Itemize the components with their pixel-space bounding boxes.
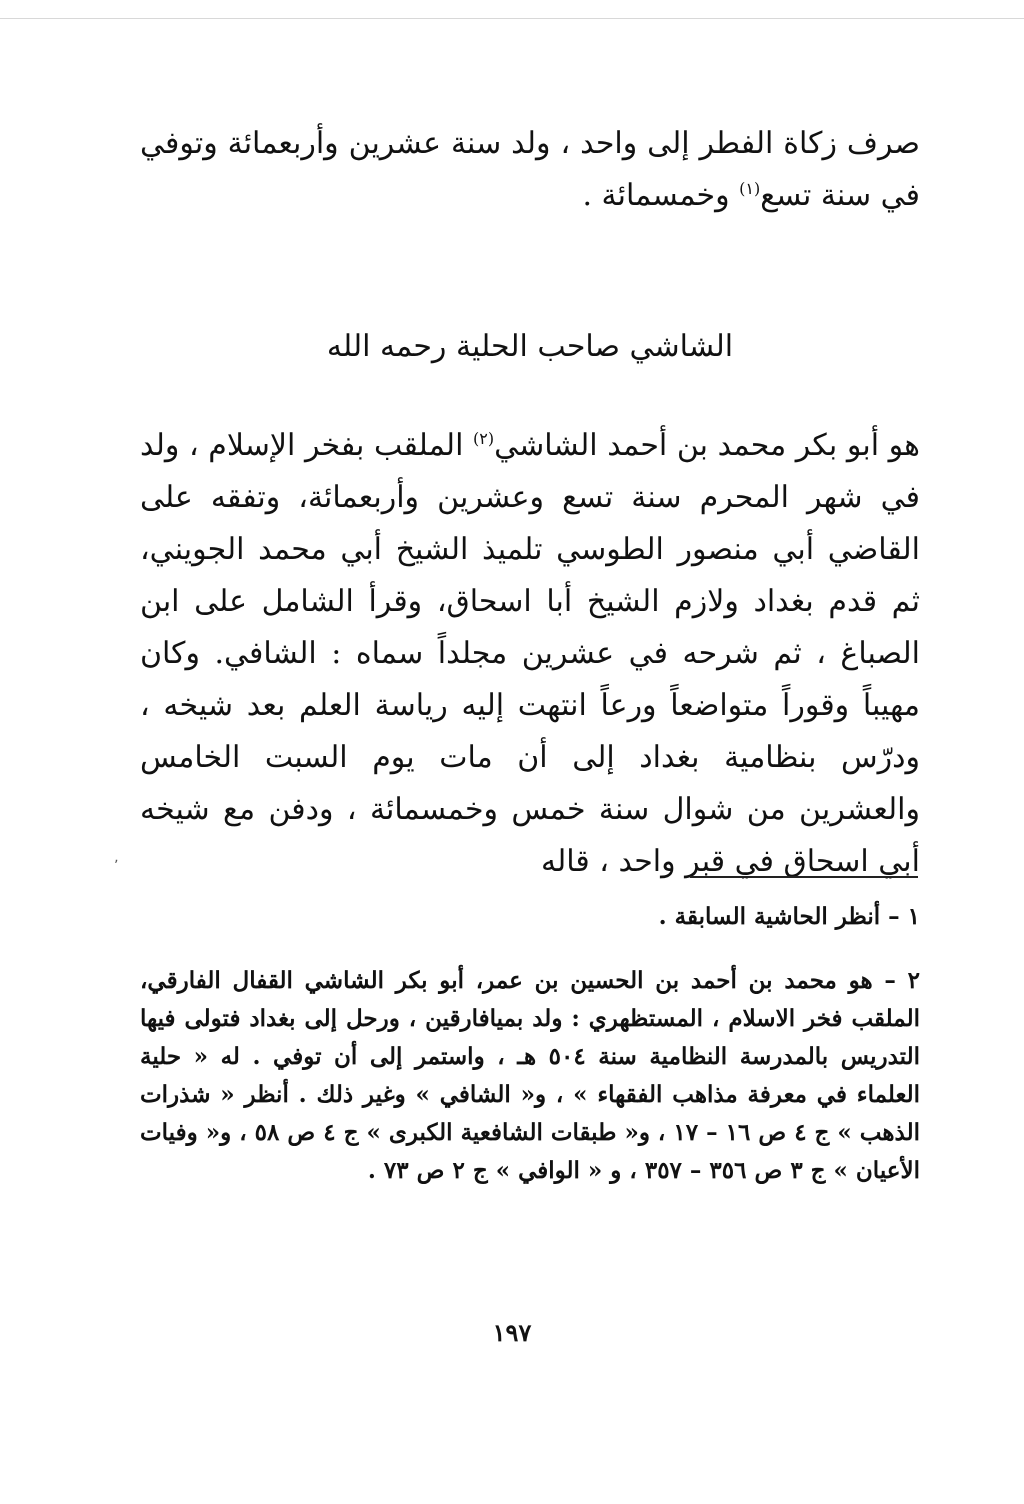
- footnotes: [140, 898, 920, 1190]
- intro-text-end: وخمسمائة .: [582, 178, 740, 213]
- footnote-ref-2: (٢): [473, 429, 495, 448]
- section-title: الشاشي صاحب الحلية رحمه الله: [326, 329, 734, 364]
- biography-text: الملقب بفخر الإسلام ، ولد في شهر المحرم سنة تسع وعشرين وأربعمائة، وتفقه على القاضي أبي منصور الطوسي تلميذ الشيخ أبي محمد الجويني، ثم قدم بغداد ولازم الشيخ أبا اسحاق، وقرأ الشامل على ابن الصباغ ، ثم شرحه في عشرين مجلداً سماه : الشافي. وكان مهيباً وقوراً متواضعاً ورعاً انتهت إليه رياسة العلم بعد شيخه ، ودرّس بنظامية بغداد إلى أن مات يوم السبت الخامس والعشرين من شوال سنة خمس وخمسمائة ، ودفن مع شيخه أبي اسحاق في قبر واحد ، قاله: [140, 428, 920, 879]
- footnote-separator: [690, 876, 918, 878]
- footnote-ref-1: (١): [739, 179, 761, 198]
- page-number: ١٩٧: [492, 1318, 532, 1347]
- top-border-line: [0, 18, 1024, 19]
- biography-text-start: هو أبو بكر محمد بن أحمد الشاشي: [494, 428, 921, 463]
- margin-mark: ٬: [114, 858, 119, 874]
- intro-text: صرف زكاة الفطر إلى واحد ، ولد سنة عشرين وأربعمائة وتوفي في سنة تسع: [140, 126, 920, 213]
- biography-paragraph: [140, 420, 920, 888]
- footnote-2: ٢ – هو محمد بن أحمد بن الحسين بن عمر، أبو بكر الشاشي القفال الفارقي، الملقب فخر الاسلام ، المستظهري : ولد بميافارقين ، ورحل إلى بغداد فتولى فيها التدريس بالمدرسة النظامية سنة ٥٠٤ هـ ، واستمر إلى أن توفي . له « حلية العلماء في معرفة مذاهب الفقهاء » ، و« الشافي » وغير ذلك . أنظر « شذرات الذهب » ج ٤ ص ١٦ – ١٧ ، و« طبقات الشافعية الكبرى » ج ٤ ص ٥٨ ، و« وفيات الأعيان » ج ٣ ص ٣٥٦ – ٣٥٧ ، و « الوافي » ج ٢ ص ٧٣ .: [140, 967, 921, 1184]
- intro-paragraph: [140, 118, 920, 222]
- footnote-1: ١ – أنظر الحاشية السابقة .: [658, 903, 920, 930]
